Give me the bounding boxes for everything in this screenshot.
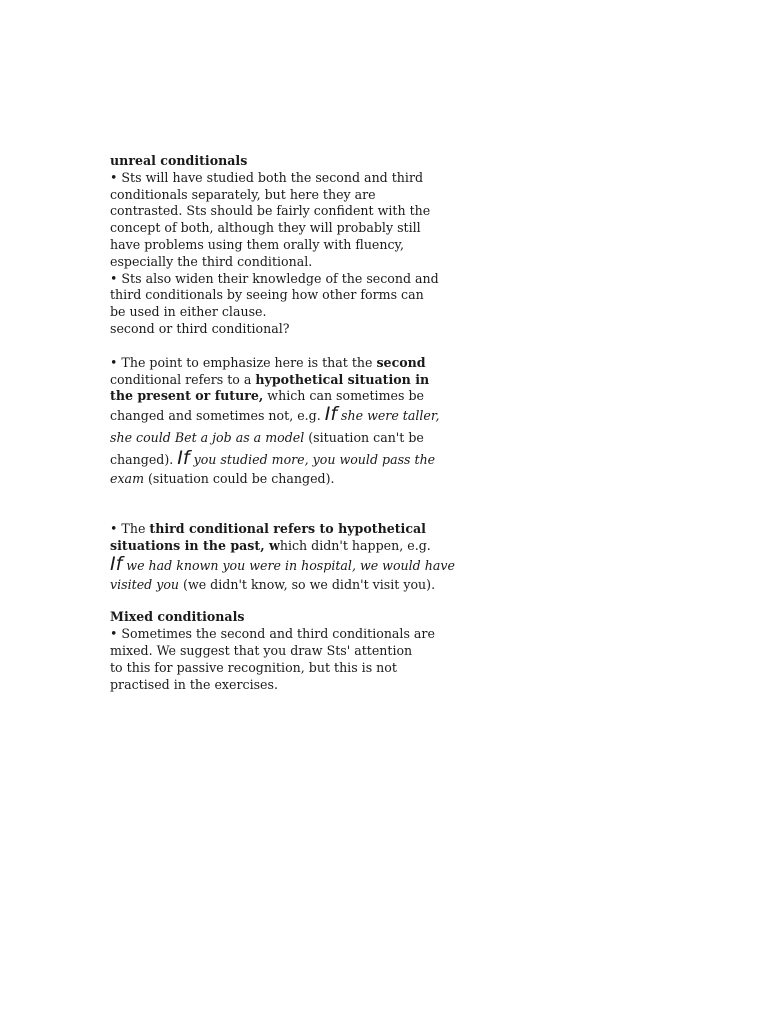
text-run: (we didn't know, so we didn't visit you). [179,576,436,592]
bold-run: hypothetical situation in [255,371,430,387]
text-run: • The point to emphasize here is that the [110,354,377,370]
subheading-second-or-third: second or third conditional? [110,320,290,336]
heading-unreal-conditionals: unreal conditionals [110,153,248,168]
heading-mixed-conditionals: Mixed conditionals [110,609,245,625]
text-line: mixed. We suggest that you draw Sts' attention [110,642,413,658]
bold-run: second [376,354,426,370]
paragraph-third-conditional [110,520,455,593]
italic-run: we had known you were in hospital, we would have [122,557,455,573]
bold-run: situations in the past, w [110,537,280,553]
if-word-large: If [110,552,123,575]
text-run: conditional refers to a [110,371,256,387]
bold-run: third conditional refers to hypothetical [149,520,426,536]
text-line: practised in the exercises. [110,676,278,692]
text-run: • The [110,520,150,536]
text-line: to this for passive recognition, but this is not [110,659,397,675]
italic-run: visited you [110,576,180,592]
paragraph-second-conditional [110,355,450,488]
document-page [110,153,455,693]
text-run: (situation could be changed). [144,471,335,487]
text-line: • Sts also widen their knowledge of the second and [110,270,439,286]
text-run: changed). [110,452,178,468]
text-line: be used in either clause. [110,304,267,320]
italic-run: exam [110,471,145,487]
text-line: third conditionals by seeing how other forms can [110,287,424,303]
text-line: • Sts will have studied both the second and third [110,169,424,185]
text-run: changed and sometimes not, e.g. [110,408,325,424]
text-line: • Sometimes the second and third conditionals are [110,626,435,642]
text-run: which can sometimes be [263,388,424,404]
text-line: concept of both, although they will probably still [110,220,421,236]
italic-run: she were taller, [337,408,440,424]
text-line: conditionals separately, but here they are [110,186,376,202]
text-run: (situation can't be [304,430,424,446]
bold-run: the present or future, [110,388,264,404]
text-line: especially the third conditional. [110,253,313,269]
if-word-large: If [324,403,338,426]
text-run: hich didn't happen, e.g. [279,537,431,553]
paragraph-widen-knowledge [110,271,450,321]
text-line: contrasted. Sts should be fairly confident with the [110,203,431,219]
paragraph-mixed [110,626,450,693]
if-word-large: If [177,447,190,470]
text-line: have problems using them orally with fluency, [110,236,404,252]
italic-run: she could Bet a job as a model [110,430,305,446]
italic-run: you studied more, you would pass the [189,452,436,468]
paragraph-studied-both [110,170,450,271]
